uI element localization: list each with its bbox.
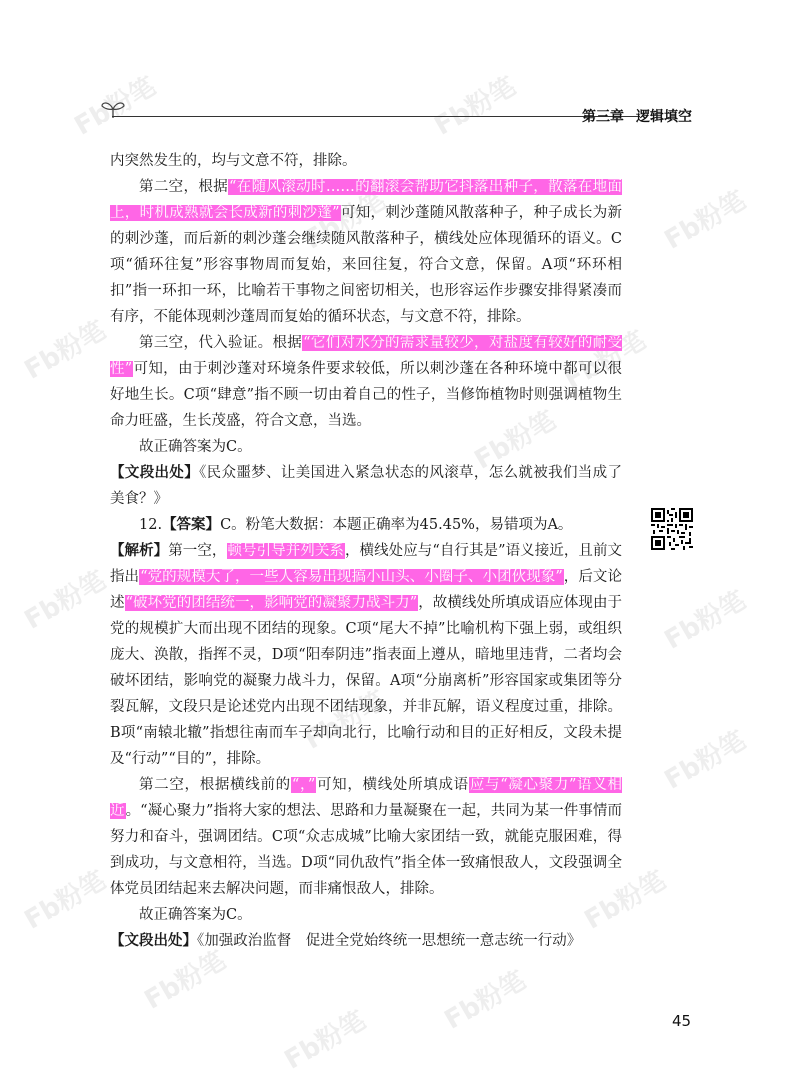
text: ，横线处应与“自行其是”语义接近，且前文指出 [110,543,623,585]
page-body [110,148,622,954]
source-label: 【文段出处】 [110,465,200,481]
text: ，故横线处所填成语应体现由于党的规模扩大而出现不团结的现象。C项“尾大不掉”比喻机构下强上弱，或组织庞大、涣散，指挥不灵，D项“阳奉阴违”指表面上遵从，暗地里违背，二者均会破坏团结，影响党的凝聚力战斗力，保留。A项“分崩离析”形容国家或集团等分裂瓦解，文段只是论述党内出现不团结现象，并非瓦解，语义程度过重，排除。B项“南辕北辙”指想往南而车子却向北行，比喻行动和目的正好相反，文段未提及“行动”“目的”，排除。 [110,595,623,767]
watermark: Fb粉笔 [429,71,522,142]
watermark: Fb粉笔 [299,185,392,256]
answer-text: C。粉笔大数据：本题正确率为45.45%，易错项为A。 [220,517,573,533]
answer-line: 故正确答案为C。 [139,907,252,923]
text: 可知，由于刺沙蓬对环境条件要求较低，所以刺沙蓬在各种环境中都可以很好地生长。C项“肆意”指不顾一切由着自己的性子，当修饰植物时则强调植物生命力旺盛，生长茂盛，符合文意，当选。 [110,361,622,429]
watermark: Fb粉笔 [279,1005,372,1076]
watermark: Fb粉笔 [559,325,652,396]
analysis-paragraph [110,538,622,772]
paragraph [110,174,622,330]
chapter-heading [582,106,692,126]
text: 第三空，代入验证。根据 [139,335,303,351]
watermark: Fb粉笔 [659,185,752,256]
paragraph [110,902,622,928]
text: 第二空，根据横线前的 [139,777,291,793]
answer-paragraph [110,512,622,538]
watermark: Fb粉笔 [19,865,112,936]
highlight: “破坏党的团结统一，影响党的凝聚力战斗力” [125,595,418,611]
paragraph [110,330,622,434]
watermark: Fb粉笔 [139,945,232,1016]
watermark: Fb粉笔 [659,725,752,796]
highlight: “在随风滚动时……的翻滚会帮助它抖落出种子，散落在地面上，时机成熟就会长成新的刺沙蓬” [110,179,622,221]
source-paragraph [110,928,622,954]
highlight: “党的规模大了，一些人容易出现搞小山头、小圈子、小团伙现象” [140,569,563,585]
highlight: “，” [291,777,316,793]
question-number: 12. [139,517,163,533]
highlight: 顿号引导并列关系 [227,543,344,559]
text: 内突然发生的，均与文意不符，排除。 [110,153,357,169]
source-paragraph [110,460,622,512]
chapter-number: 第三章 [582,109,624,125]
analysis-label: 【解析】 [110,543,169,559]
qr-code[interactable] [651,508,693,550]
watermark: Fb粉笔 [19,565,112,636]
watermark: Fb粉笔 [659,585,752,656]
watermark: Fb粉笔 [19,315,112,386]
text: ，后文论述 [110,569,622,611]
header-rule [112,116,640,117]
page-number: 45 [672,1012,692,1030]
text: 第二空，根据 [139,179,229,195]
watermark: Fb粉笔 [579,865,672,936]
paragraph [110,772,622,902]
text: 第一空， [168,543,227,559]
watermark: Fb粉笔 [439,965,532,1036]
watermark: Fb粉笔 [299,685,392,756]
chapter-title: 逻辑填空 [636,109,692,125]
source-label: 【文段出处】 [110,933,197,949]
answer-line: 故正确答案为C。 [139,439,252,455]
source-text: 《加强政治监督 促进全党始终统一思想统一意志统一行动》 [197,933,582,949]
answer-label: 【答案】 [162,517,221,533]
paragraph [110,434,622,460]
watermark: Fb粉笔 [69,71,162,142]
text: 可知，刺沙蓬随风散落种子，种子成长为新的刺沙蓬，而后新的刺沙蓬会继续随风散落种子，横线处应体现循环的语义。C项“循环往复”形容事物周而复始，来回往复，符合文意，保留。A项“环环相扣”指一环扣一环，比喻若干事物之间密切相关，也形容运作步骤安排得紧凑而有序，不能体现刺沙蓬周而复始的循环状态，与文意不符，排除。 [110,205,623,325]
highlight: 应与“凝心聚力”语义相近 [110,777,623,819]
text: 。“凝心聚力”指将大家的想法、思路和力量凝聚在一起，共同为某一件事情而努力和奋斗，强调团结。C项“众志成城”比喻大家团结一致，就能克服困难，得到成功，与文意相符，当选。D项“同仇敌忾”指全体一致痛恨敌人，文段强调全体党员团结起来去解决问题，而非痛恨敌人，排除。 [110,803,622,897]
text: 可知，横线处所填成语 [316,777,469,793]
source-text: 《民众噩梦、让美国进入紧急状态的风滚草，怎么就被我们当成了美食？》 [110,465,623,507]
paragraph [110,148,622,174]
highlight: “它们对水分的需求量较少，对盐度有较好的耐受性” [110,335,622,377]
watermark: Fb粉笔 [469,405,562,476]
